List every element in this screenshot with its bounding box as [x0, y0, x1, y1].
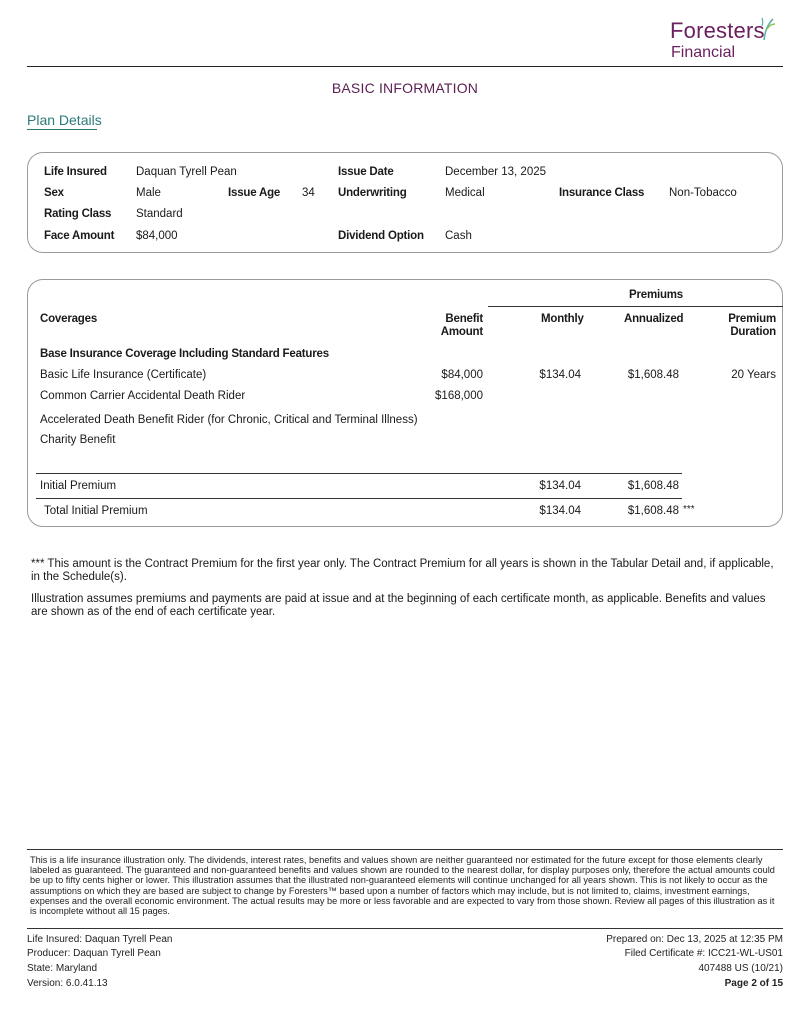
leaf-logo-icon: [758, 16, 778, 42]
coverage-monthly: $134.04: [539, 369, 581, 381]
issue-age-label: Issue Age: [228, 187, 281, 199]
footer-filed-certificate: Filed Certificate #: ICC21-WL-US01: [624, 948, 783, 959]
col-duration-line1: Premium: [728, 313, 776, 325]
dividend-option-value: Cash: [445, 230, 472, 242]
footer-rule-top: [27, 849, 783, 850]
sex-value: Male: [136, 187, 161, 199]
col-benefit-line2: Amount: [440, 326, 483, 338]
underwriting-label: Underwriting: [338, 187, 407, 199]
underwriting-value: Medical: [445, 187, 485, 199]
initial-premium-monthly: $134.04: [539, 480, 581, 492]
initial-premium-annualized: $1,608.48: [627, 480, 679, 492]
premiums-header-rule: [488, 306, 783, 307]
total-premium-monthly: $134.04: [539, 505, 581, 517]
total-premium-label: Total Initial Premium: [44, 505, 148, 517]
footer-form-number: 407488 US (10/21): [698, 963, 783, 974]
premiums-header: Premiums: [629, 289, 684, 301]
brand-subtitle: Financial: [671, 44, 736, 61]
coverage-name: Accelerated Death Benefit Rider (for Chronic, Critical and Terminal Illness): [40, 414, 418, 426]
insurance-class-value: Non-Tobacco: [669, 187, 737, 199]
col-annualized: Annualized: [624, 313, 684, 325]
col-monthly: Monthly: [541, 313, 584, 325]
coverage-benefit: $168,000: [435, 390, 483, 402]
section-underline: [27, 129, 97, 130]
face-amount-label: Face Amount: [44, 230, 115, 242]
insurance-class-label: Insurance Class: [559, 187, 645, 199]
footer-state: State: Maryland: [27, 963, 98, 974]
issue-date-label: Issue Date: [338, 166, 394, 178]
issue-age-value: 34: [302, 187, 315, 199]
col-benefit-line1: Benefit: [445, 313, 483, 325]
coverage-name: Common Carrier Accidental Death Rider: [40, 390, 246, 402]
coverage-annualized: $1,608.48: [627, 369, 679, 381]
page-title: BASIC INFORMATION: [331, 80, 479, 96]
sex-label: Sex: [44, 187, 64, 199]
life-insured-label: Life Insured: [44, 166, 107, 178]
rating-class-label: Rating Class: [44, 208, 112, 220]
footer-life-insured: Life Insured: Daquan Tyrell Pean: [27, 934, 173, 945]
col-duration-line2: Duration: [730, 326, 776, 338]
contract-premium-note: *** This amount is the Contract Premium for the first year only. The Contract Premium for all years is shown in the Tabular Detail and, if applicable, in the Schedule(s).: [31, 558, 774, 583]
total-premium-annualized: $1,608.48: [627, 505, 679, 517]
footer-page-number: Page 2 of 15: [724, 978, 783, 989]
header-rule: [27, 66, 783, 67]
table-rule-2: [36, 498, 682, 499]
issue-date-value: December 13, 2025: [445, 166, 547, 178]
coverage-name: Basic Life Insurance (Certificate): [40, 369, 207, 381]
footer-rule-bottom: [27, 928, 783, 929]
face-amount-value: $84,000: [136, 230, 178, 242]
section-heading: Plan Details: [27, 112, 102, 128]
initial-premium-label: Initial Premium: [40, 480, 117, 492]
col-coverages: Coverages: [40, 313, 98, 325]
total-premium-marker: ***: [683, 504, 695, 515]
table-rule-1: [36, 473, 682, 474]
footer-prepared-on: Prepared on: Dec 13, 2025 at 12:35 PM: [606, 934, 783, 945]
footer-producer: Producer: Daquan Tyrell Pean: [27, 948, 161, 959]
rating-class-value: Standard: [136, 208, 183, 220]
coverage-duration: 20 Years: [731, 369, 776, 381]
group-heading: Base Insurance Coverage Including Standard Features: [40, 348, 329, 360]
assumptions-note: Illustration assumes premiums and payments are paid at issue and at the beginning of each certificate month, as applicable. Benefits and values are shown as of the end of each certificate year.: [31, 593, 766, 618]
footer-version: Version: 6.0.41.13: [27, 978, 108, 989]
life-insured-value: Daquan Tyrell Pean: [136, 166, 237, 178]
brand-name: Foresters: [670, 18, 765, 43]
dividend-option-label: Dividend Option: [338, 230, 424, 242]
coverage-benefit: $84,000: [441, 369, 483, 381]
coverage-name: Charity Benefit: [40, 434, 116, 446]
disclaimer-text: This is a life insurance illustration only. The dividends, interest rates, benefits and values shown are neither guaranteed nor estimated for the future except for those elements clearly labeled as guaranteed. The guaranteed and non-guaranteed benefits and values shown are rounded to the nearest dollar, for display purposes only, therefore the actual amounts could be up to fifty cents higher or lower. This illustration assumes that the illustrated non-guaranteed elements will continue unchanged for all years shown. This is not likely to occur as the assumptions on which they are based are subject to change by Foresters™ based upon a number of factors which may include, but is not limited to, claims, investment earnings, expenses and the overall economic environment. The actual results may be more or less favorable and are expected to vary from those shown. Review all pages of this illustration as it is incomplete without all 15 pages.: [30, 855, 775, 917]
